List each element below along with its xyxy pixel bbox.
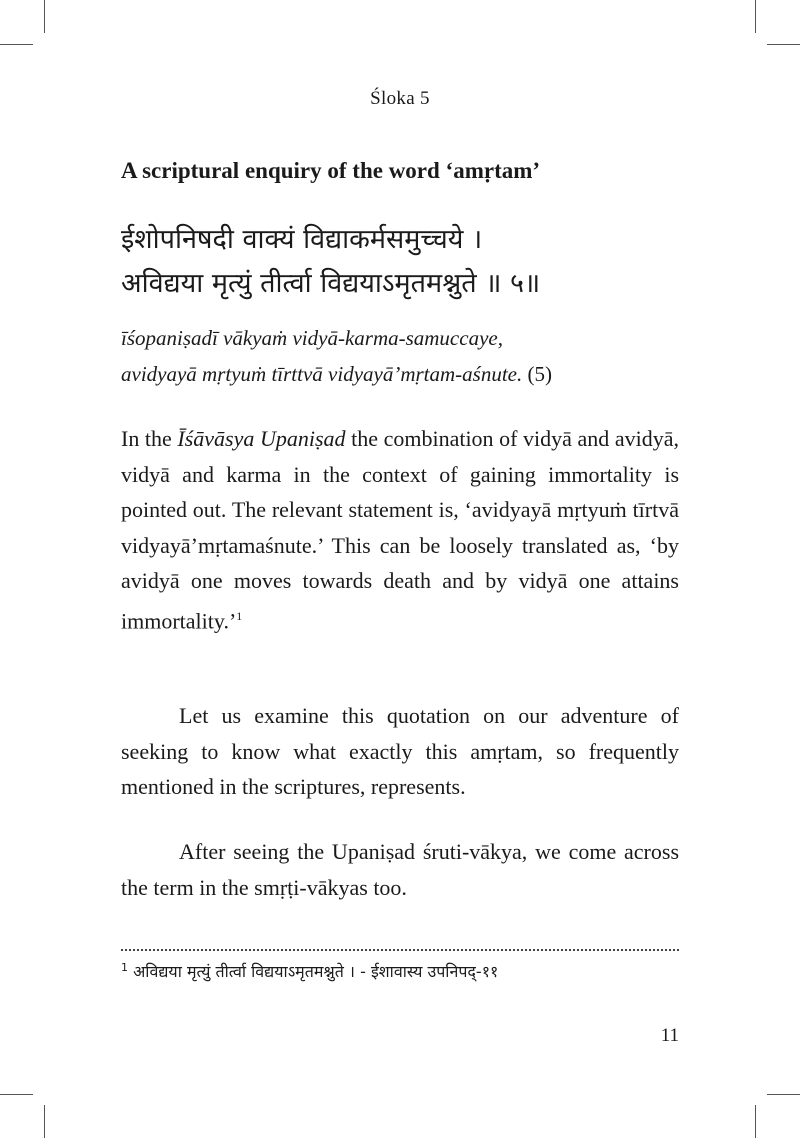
upanishad-title: Īśāvāsya Upaniṣad [177,426,346,451]
footnote-reference[interactable]: 1 [236,608,243,623]
sanskrit-verse [121,218,681,306]
crop-mark [44,1105,45,1138]
section-heading: A scriptural enquiry of the word ‘amṛtam’ [121,158,541,183]
transliteration-line-1: īśopaniṣadī vākyaṁ vidyā-karma-samuccaye, [121,326,503,350]
crop-mark [755,1105,756,1138]
verse-line-1: ईशोपनिषदी वाक्यं विद्याकर्मसमुच्चये । [121,224,483,255]
crop-mark [767,1094,800,1095]
crop-mark [755,0,756,33]
verse-number: (5) [522,362,552,386]
crop-mark [767,44,800,45]
verse-line-2: अविद्यया मृत्युं तीर्त्वा विद्ययाऽमृतमश्नुते ॥ ५॥ [121,268,541,299]
footnote-marker: 1 [121,961,128,974]
footnote-divider [121,949,679,951]
paragraph-1-text: the combination of vidyā and avidyā, vidyā and karma in the context of gaining immortality is pointed out. The relevant statement is, ‘avidyayā mṛtyuṁ tīrtvā vidyayā’mṛtamaśnute.’ This can be loosely translated as, ‘by avidyā one moves towards death and by vidyā one attains immortality.’ [121,426,680,633]
paragraph-3: After seeing the Upaniṣad śruti-vākya, we come across the term in the smṛṭi-vākyas too. [121,839,679,900]
footnote-text: अविद्यया मृत्युं तीर्त्वा विद्ययाऽमृतमश्नुते । - ईशावास्य उपनिपद्-११ [128,962,499,981]
paragraph-1 [121,421,679,638]
crop-mark [0,1094,33,1095]
crop-mark [44,0,45,33]
footnote [121,960,691,982]
paragraph-2: Let us examine this quotation on our adventure of seeking to know what exactly this amṛtam, so frequently mentioned in the scriptures, represents. [121,703,679,799]
crop-mark [0,44,33,45]
running-header: Śloka 5 [370,88,430,109]
page-number: 11 [660,1025,679,1046]
paragraph-1-text-start: In the [121,426,178,451]
transliteration [121,320,681,392]
transliteration-line-2: avidyayā mṛtyuṁ tīrttvā vidyayā’mṛtam-aśnute. [121,362,523,386]
